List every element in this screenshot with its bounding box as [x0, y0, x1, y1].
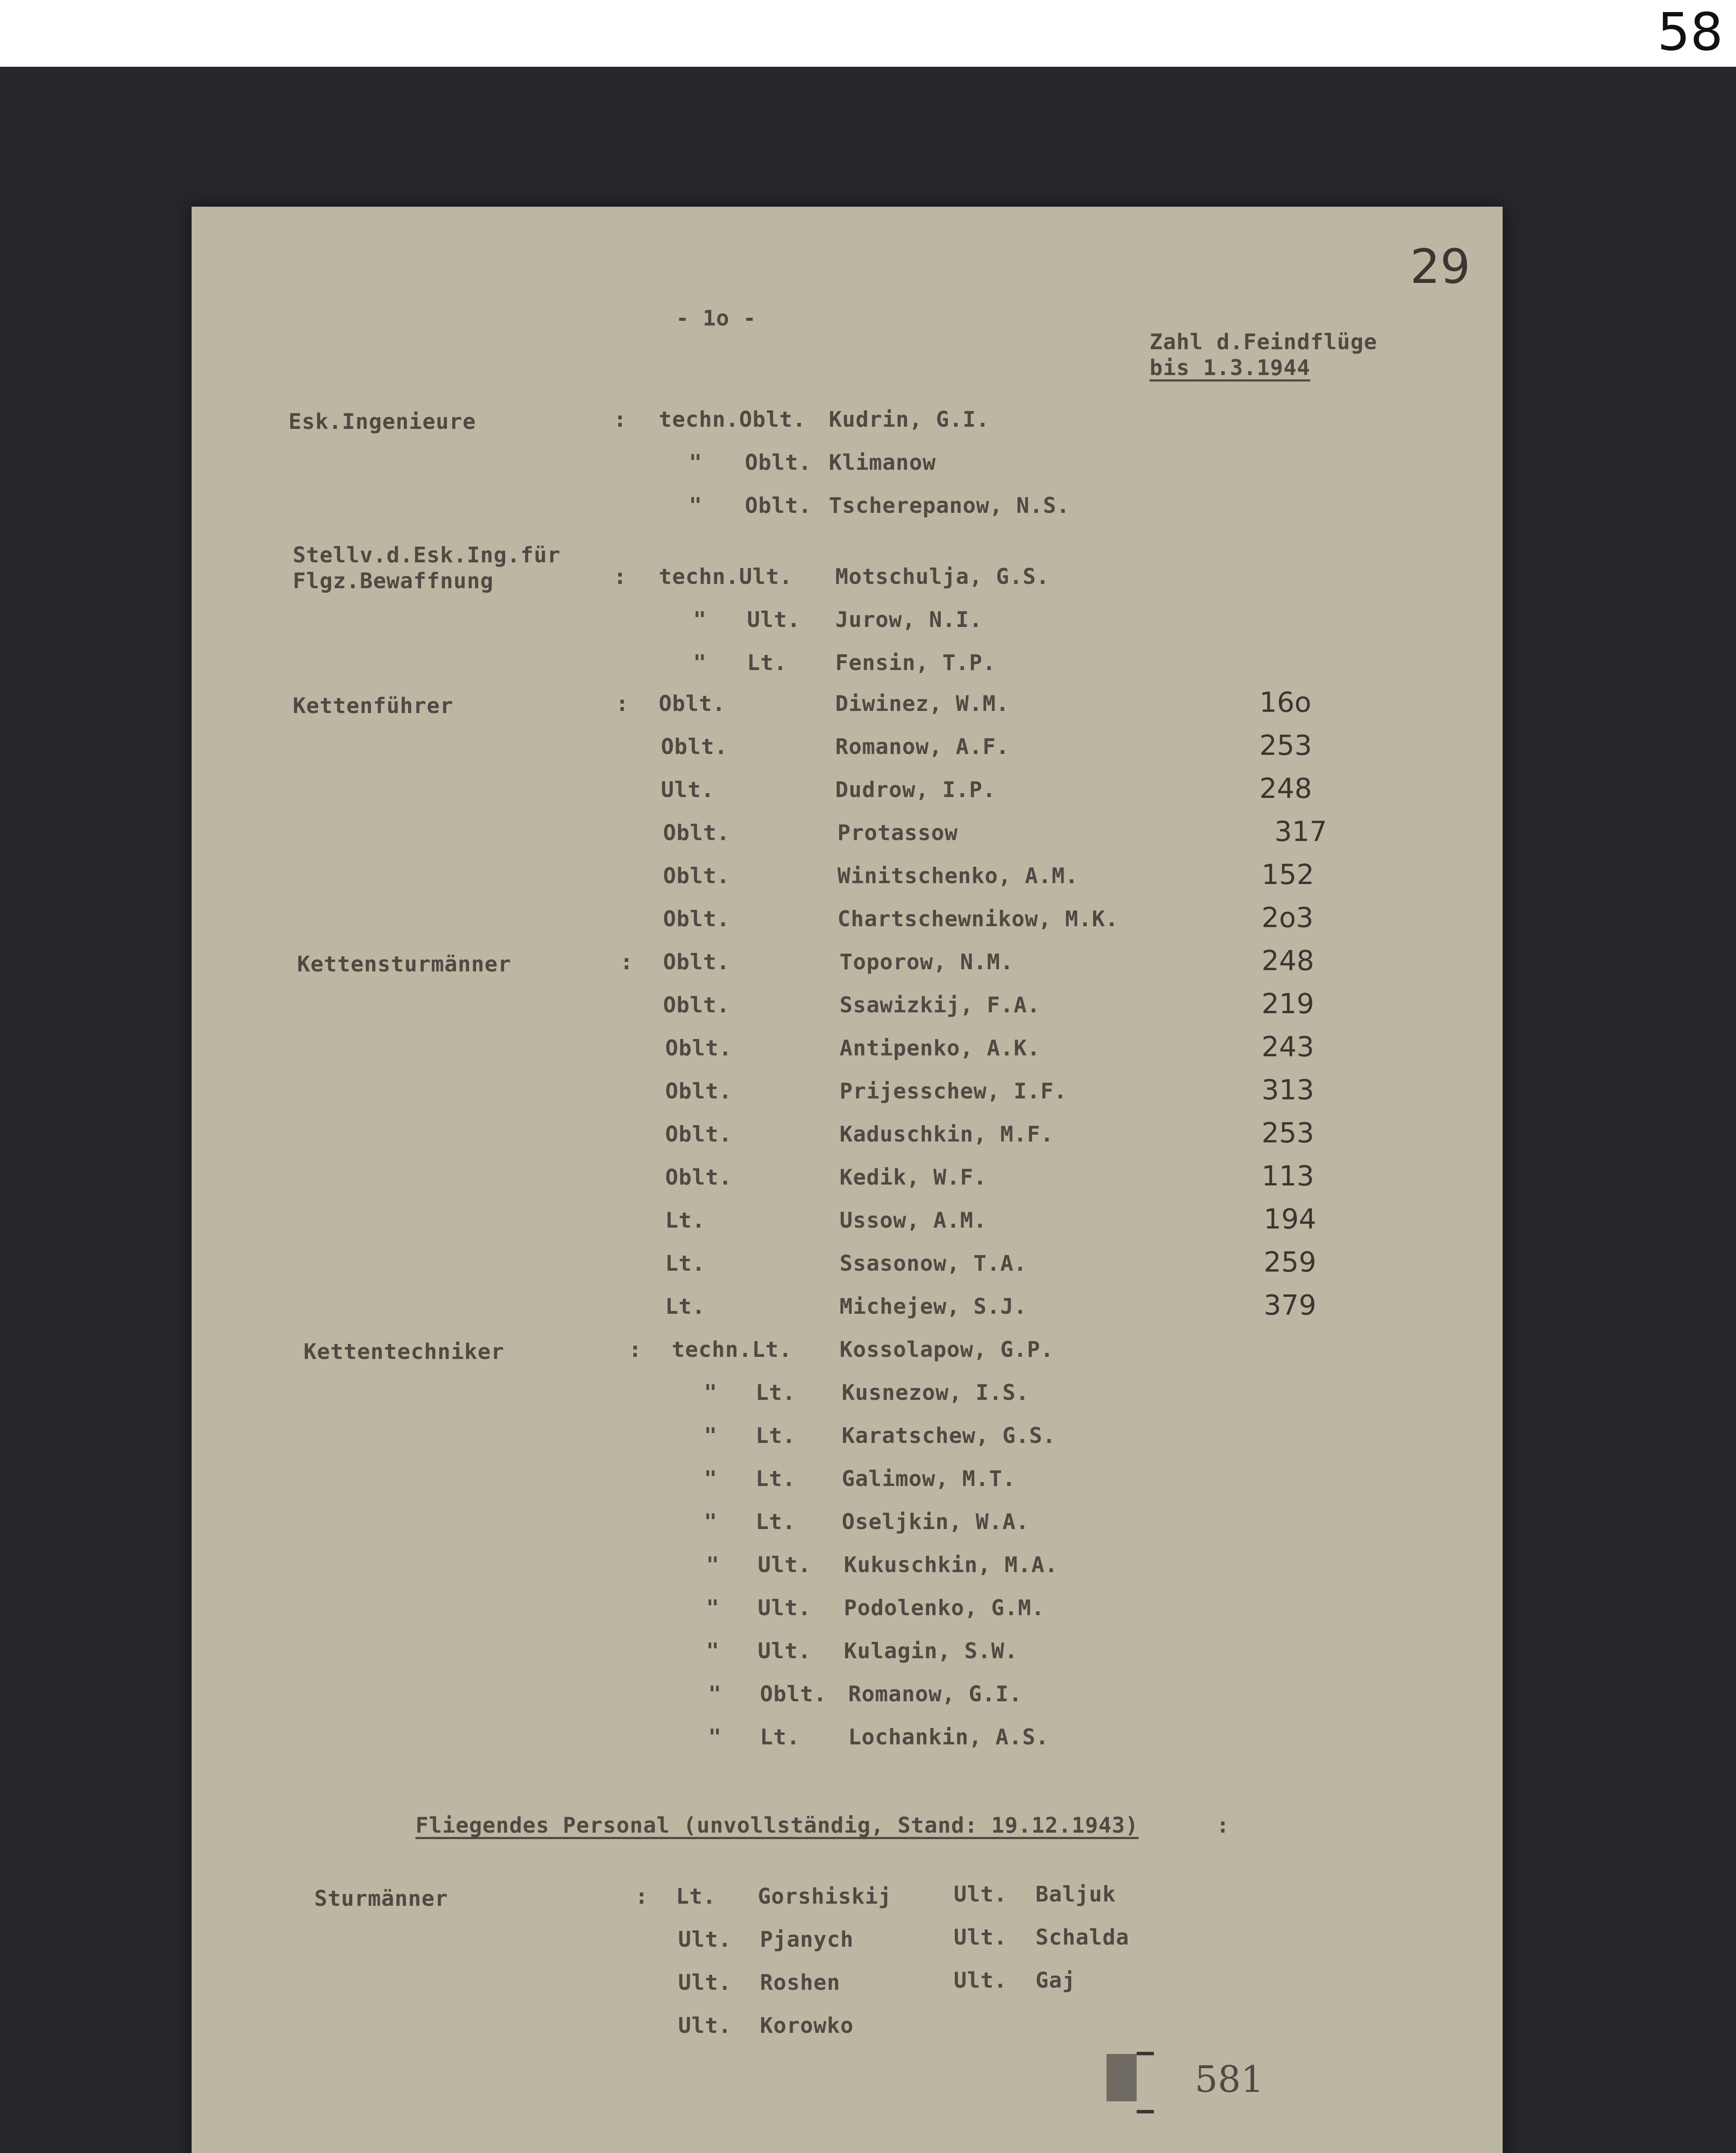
name: Winitschenko, A.M.	[837, 863, 1079, 888]
rank: Lt.	[665, 1251, 706, 1276]
rank: Ult.	[678, 1927, 732, 1952]
section-label-stellv-line1: Stellv.d.Esk.Ing.für	[293, 543, 561, 568]
ditto-mark: "	[708, 1681, 722, 1706]
rank: techn.Ult.	[659, 564, 793, 589]
sortie-count: 253	[1259, 730, 1312, 762]
ditto-mark: "	[706, 1595, 720, 1620]
rank: Oblt.	[665, 1036, 732, 1061]
name: Protassow	[837, 820, 958, 845]
name: Romanow, A.F.	[835, 734, 1010, 759]
ditto-mark: "	[693, 650, 707, 675]
name: Kaduschkin, M.F.	[840, 1122, 1054, 1147]
name: Dudrow, I.P.	[835, 777, 996, 802]
sortie-count: 243	[1262, 1031, 1314, 1063]
name: Roshen	[760, 1970, 840, 1995]
sortie-count: 248	[1262, 945, 1314, 977]
section-label-esk-ingenieure: Esk.Ingenieure	[288, 409, 476, 434]
sortie-count: 113	[1262, 1160, 1314, 1192]
name: Kusnezow, I.S.	[842, 1380, 1029, 1405]
name: Antipenko, A.K.	[840, 1036, 1041, 1061]
name: Chartschewnikow, M.K.	[837, 906, 1119, 931]
colon: :	[614, 407, 627, 432]
sortie-count: 152	[1262, 859, 1314, 891]
name: Klimanow	[829, 450, 936, 475]
fliegendes-heading-colon: :	[1216, 1813, 1230, 1838]
rank: Ult.	[661, 777, 715, 802]
document-sheet	[192, 207, 1503, 2153]
rank: Oblt.	[745, 450, 812, 475]
section-label-kettenfuehrer: Kettenführer	[293, 693, 454, 718]
name: Ssasonow, T.A.	[840, 1251, 1027, 1276]
colon: :	[614, 564, 627, 589]
rank: Lt.	[756, 1423, 796, 1448]
ditto-mark: "	[704, 1509, 718, 1534]
name: Kulagin, S.W.	[844, 1638, 1018, 1663]
rank: Ult.	[747, 607, 801, 632]
section-label-sturmaenner: Sturmänner	[314, 1886, 449, 1911]
name: Tscherepanow, N.S.	[829, 493, 1070, 518]
name: Oseljkin, W.A.	[842, 1509, 1029, 1534]
rank: techn.Lt.	[672, 1337, 792, 1362]
section-label-stellv-line2: Flgz.Bewaffnung	[293, 568, 494, 593]
rank: Ult.	[758, 1595, 812, 1620]
ditto-mark: "	[689, 493, 703, 518]
name: Gaj	[1035, 1968, 1076, 1993]
sortie-count: 219	[1262, 988, 1314, 1020]
name: Lochankin, A.S.	[848, 1725, 1049, 1750]
name: Podolenko, G.M.	[844, 1595, 1045, 1620]
rank: Lt.	[665, 1208, 706, 1233]
name: Korowko	[760, 2013, 854, 2038]
ditto-mark: "	[706, 1638, 720, 1663]
rank: Oblt.	[745, 493, 812, 518]
rank: Ult.	[954, 1968, 1008, 1993]
name: Baljuk	[1035, 1882, 1116, 1907]
page-marker: - 1o -	[676, 306, 756, 331]
archive-stamp-mark	[1107, 2054, 1137, 2101]
column-header-line1: Zahl d.Feindflüge	[1150, 329, 1377, 354]
name: Karatschew, G.S.	[842, 1423, 1056, 1448]
sortie-count: 313	[1262, 1074, 1314, 1106]
name: Motschulja, G.S.	[835, 564, 1050, 589]
name: Galimow, M.T.	[842, 1466, 1016, 1491]
archive-stamp-number: 581	[1195, 2058, 1264, 2100]
rank: Oblt.	[665, 1079, 732, 1104]
name: Kossolapow, G.P.	[840, 1337, 1054, 1362]
sortie-count: 379	[1264, 1290, 1317, 1322]
colon: :	[616, 691, 629, 716]
sortie-count: 194	[1264, 1204, 1317, 1235]
rank: Oblt.	[659, 691, 726, 716]
rank: Oblt.	[663, 993, 730, 1018]
folio-number: 58	[1657, 3, 1723, 62]
rank: Ult.	[758, 1552, 812, 1577]
archive-stamp-tick	[1137, 2052, 1154, 2055]
sortie-count: 16o	[1259, 687, 1311, 719]
rank: Oblt.	[661, 734, 728, 759]
name: Jurow, N.I.	[835, 607, 983, 632]
name: Michejew, S.J.	[840, 1294, 1027, 1319]
name: Kudrin, G.I.	[829, 407, 990, 432]
name: Ussow, A.M.	[840, 1208, 987, 1233]
rank: Oblt.	[665, 1122, 732, 1147]
ditto-mark: "	[708, 1725, 722, 1750]
name: Romanow, G.I.	[848, 1681, 1023, 1706]
rank: Ult.	[954, 1925, 1008, 1950]
name: Schalda	[1035, 1925, 1129, 1950]
rank: Oblt.	[663, 949, 730, 974]
name: Diwinez, W.M.	[835, 691, 1010, 716]
handwritten-page-number: 29	[1410, 239, 1470, 294]
name: Pjanych	[760, 1927, 854, 1952]
colon: :	[635, 1884, 649, 1909]
column-header-line2: bis 1.3.1944	[1150, 355, 1311, 380]
ditto-mark: "	[704, 1380, 718, 1405]
ditto-mark: "	[689, 450, 703, 475]
rank: Lt.	[756, 1509, 796, 1534]
colon: :	[620, 949, 634, 974]
ditto-mark: "	[704, 1466, 718, 1491]
rank: Ult.	[678, 2013, 732, 2038]
rank: Oblt.	[663, 820, 730, 845]
rank: Ult.	[758, 1638, 812, 1663]
name: Prijesschew, I.F.	[840, 1079, 1067, 1104]
rank: Oblt.	[760, 1681, 827, 1706]
name: Toporow, N.M.	[840, 949, 1014, 974]
sortie-count: 248	[1259, 773, 1312, 805]
rank: techn.Oblt.	[659, 407, 806, 432]
ditto-mark: "	[704, 1423, 718, 1448]
rank: Ult.	[954, 1882, 1008, 1907]
rank: Lt.	[747, 650, 787, 675]
name: Kukuschkin, M.A.	[844, 1552, 1058, 1577]
colon: :	[629, 1337, 642, 1362]
sortie-count: 317	[1274, 816, 1327, 848]
rank: Lt.	[756, 1466, 796, 1491]
fliegendes-heading-text: Fliegendes Personal (unvollständig, Stand: 19.12.1943)	[415, 1813, 1139, 1838]
section-label-kettensturmaenner: Kettensturmänner	[297, 952, 512, 977]
sortie-count: 253	[1262, 1117, 1314, 1149]
name: Gorshiskij	[758, 1884, 892, 1909]
name: Ssawizkij, F.A.	[840, 993, 1041, 1018]
rank: Ult.	[678, 1970, 732, 1995]
name: Kedik, W.F.	[840, 1165, 987, 1190]
section-label-kettentechniker: Kettentechniker	[304, 1339, 505, 1364]
scan-backdrop	[0, 67, 1736, 2153]
sortie-count: 2o3	[1262, 902, 1314, 934]
rank: Lt.	[676, 1884, 716, 1909]
ditto-mark: "	[693, 607, 707, 632]
rank: Lt.	[665, 1294, 706, 1319]
top-bar	[0, 0, 1736, 67]
archive-stamp-tick	[1137, 2110, 1154, 2113]
rank: Oblt.	[665, 1165, 732, 1190]
rank: Oblt.	[663, 863, 730, 888]
ditto-mark: "	[706, 1552, 720, 1577]
name: Fensin, T.P.	[835, 650, 996, 675]
rank: Lt.	[760, 1725, 800, 1750]
rank: Lt.	[756, 1380, 796, 1405]
rank: Oblt.	[663, 906, 730, 931]
sortie-count: 259	[1264, 1247, 1317, 1278]
